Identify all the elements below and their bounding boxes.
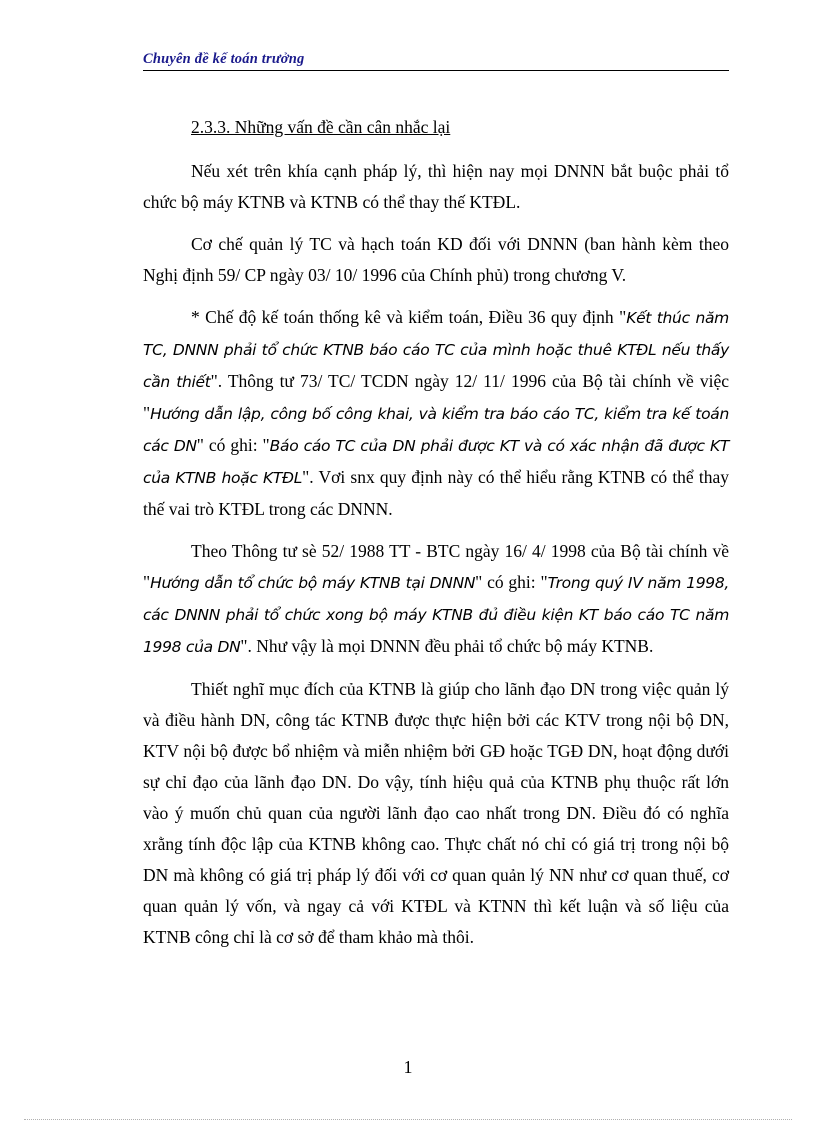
- paragraph-4: [143, 536, 729, 663]
- paragraph-3-text-1: * Chế độ kế toán thống kê và kiểm toán, Điều 36 quy định ": [191, 307, 627, 327]
- paragraph-3-quote-2: Hướng dẫn lập, công bố công khai, và kiểm tra báo cáo TC, kiểm tra kế toán các DN: [143, 405, 729, 455]
- page-bottom-divider: [24, 1119, 792, 1120]
- paragraph-2: Cơ chế quản lý TC và hạch toán KD đối với DNNN (ban hành kèm theo Nghị định 59/ CP ngày 03/ 10/ 1996 của Chính phủ) trong chương V.: [143, 234, 729, 285]
- paragraph-3-quote-3: Báo cáo TC của DN phải được KT và có xác nhận đã được KT của KTNB hoặc KTĐL: [143, 437, 729, 487]
- paragraph-4-quote-2: Trong quý IV năm 1998, các DNNN phải tổ chức xong bộ máy KTNB đủ điều kiện KT báo cáo TC năm 1998 của DN: [143, 574, 730, 656]
- paragraph-3-text-3: " có ghi: ": [196, 435, 270, 455]
- paragraph-1: Nếu xét trên khía cạnh pháp lý, thì hiện nay mọi DNNN bắt buộc phải tổ chức bộ máy KTNB và KTNB có thể thay thế KTĐL.: [143, 161, 729, 212]
- paragraph-4-text-1: Theo Thông tư sè 52/ 1988 TT - BTC ngày 16/ 4/ 1998 của Bộ tài chính về ": [143, 541, 729, 592]
- paragraph-4-text-3: ". Như vậy là mọi DNNN đều phải tổ chức bộ máy KTNB.: [240, 636, 654, 656]
- paragraph-5: Thiết nghĩ mục đích của KTNB là giúp cho lãnh đạo DN trong việc quản lý và điều hành DN, công tác KTNB được thực hiện bởi các KTV trong nội bộ DN, KTV nội bộ được bổ nhiệm và miễn nhiệm bởi GĐ hoặc TGĐ DN, hoạt động dưới sự chỉ đạo của lãnh đạo DN. Do vậy, tính hiệu quả của KTNB phụ thuộc rất lớn vào ý muốn chủ quan của người lãnh đạo cao nhất trong DN. Điều đó có nghĩa xrằng tính độc lập của KTNB không cao. Thực chất nó chỉ có giá trị trong nội bộ DN mà không có giá trị pháp lý đối với cơ quan quản lý NN như cơ quan thuế, cơ quan quản lý vốn, và ngay cả với KTĐL và KTNN thì kết luận và số liệu của KTNB công chỉ là cơ sở để tham khảo mà thôi.: [143, 679, 729, 947]
- paragraph-3-quote-1: Kết thúc năm TC, DNNN phải tổ chức KTNB báo cáo TC của mình hoặc thuê KTĐL nếu thấy cần thiết: [143, 309, 729, 391]
- paragraph-4-text-2: " có ghi: ": [475, 572, 548, 592]
- page-header: [143, 50, 729, 71]
- document-body: [143, 112, 729, 953]
- section-heading: 2.3.3. Những vấn đề cần cân nhắc lại: [191, 117, 451, 137]
- paragraph-3-text-4: ". Vơi snx quy định này có thể hiểu rằng KTNB có thể thay thế vai trò KTĐL trong các DNNN.: [143, 467, 729, 519]
- header-title: Chuyên đề kế toán trưởng: [143, 51, 305, 67]
- paragraph-3: [143, 302, 729, 525]
- page-number: 1: [403, 1057, 413, 1077]
- paragraph-3-text-2: ". Thông tư 73/ TC/ TCDN ngày 12/ 11/ 1996 của Bộ tài chính về việc ": [143, 371, 729, 423]
- paragraph-4-quote-1: Hướng dẫn tổ chức bộ máy KTNB tại DNNN: [150, 574, 476, 592]
